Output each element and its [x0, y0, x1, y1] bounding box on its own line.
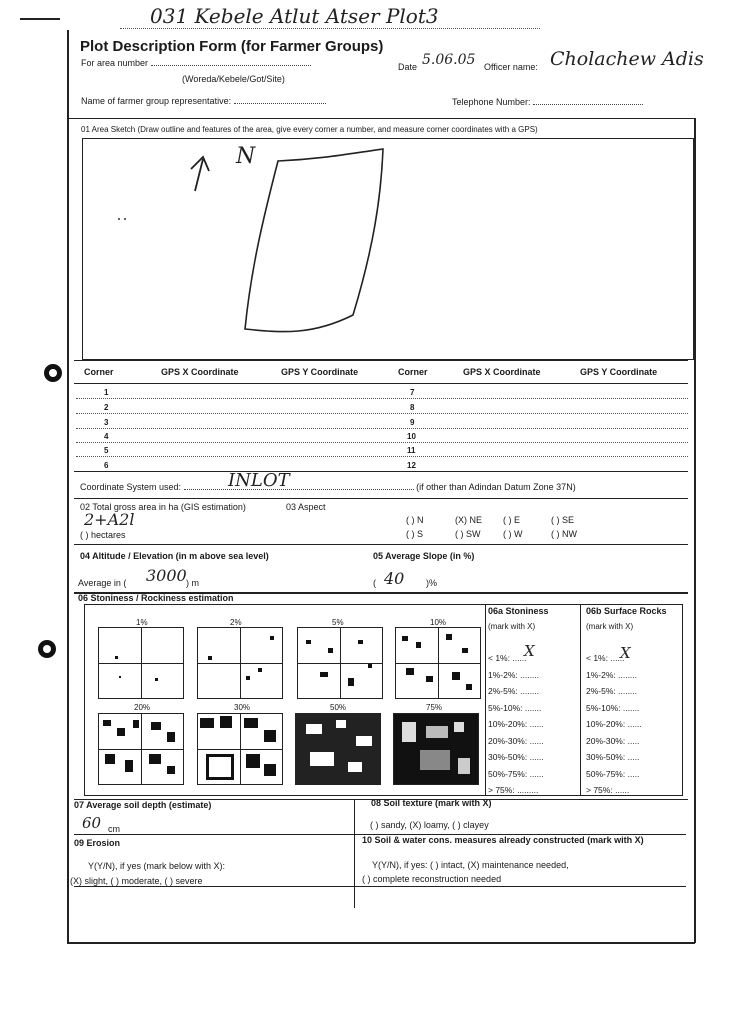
slope-value[interactable]: 40	[384, 569, 405, 588]
swc-yn[interactable]: Y(Y/N), if yes: ( ) intact, (X) maintenance needed,	[372, 860, 569, 870]
stone-illustration-20pct	[98, 713, 184, 785]
corner-cell: 12	[407, 461, 416, 470]
aspect-nw[interactable]: ( ) NW	[551, 529, 577, 539]
slope-open-paren: (	[373, 578, 376, 588]
swc-complete[interactable]: ( ) complete reconstruction needed	[362, 874, 502, 884]
th-corner-left: Corner	[84, 367, 114, 377]
date-value[interactable]: 5.06.05	[422, 52, 476, 68]
table-bottom-border	[74, 471, 688, 472]
slope-label: 05 Average Slope (in %)	[373, 551, 475, 561]
corner-cell: 3	[104, 418, 109, 427]
stone-illustration-30pct	[197, 713, 283, 785]
form-border-right	[694, 118, 696, 943]
stone-pct-label: 50%	[330, 703, 347, 712]
phone-field[interactable]	[533, 104, 643, 105]
th-gpsy-left: GPS Y Coordinate	[281, 367, 359, 377]
section-divider-top	[67, 118, 695, 119]
area-number-field[interactable]	[151, 65, 311, 66]
aspect-sw[interactable]: ( ) SW	[455, 529, 481, 539]
phone-row: Telephone Number:	[452, 97, 643, 107]
table-top-border	[74, 360, 688, 361]
list-item[interactable]: 2%-5%: ........	[586, 686, 638, 696]
stone-pct-label: 1%	[136, 618, 148, 627]
soil-depth-value[interactable]: 60	[82, 814, 102, 832]
corner-cell: 11	[407, 446, 416, 455]
altitude-value[interactable]: 3000	[146, 566, 187, 585]
table-header-border	[74, 383, 688, 384]
rep-row: Name of farmer group representative:	[81, 96, 326, 106]
stone-illustration-2pct	[197, 627, 283, 699]
stone-illustration-10pct	[395, 627, 481, 699]
stoniness-06a-sub: (mark with X)	[488, 622, 536, 631]
soil-depth-label: 07 Average soil depth (estimate)	[74, 800, 212, 810]
aspect-s[interactable]: ( ) S	[406, 529, 423, 539]
coord-value[interactable]: INLOT	[228, 470, 290, 491]
aspect-ne[interactable]: (X) NE	[455, 515, 482, 525]
list-item[interactable]: 10%-20%: ......	[488, 719, 544, 729]
hectares-label: ( ) hectares	[80, 530, 126, 540]
corner-cell: 5	[104, 446, 109, 455]
divider-02	[74, 498, 688, 499]
stoniness-06b-sub: (mark with X)	[586, 622, 634, 631]
form-border-left	[67, 30, 69, 942]
area-number-hint: (Woreda/Kebele/Got/Site)	[182, 74, 285, 84]
sketch-dot	[124, 218, 126, 220]
altitude-prefix: Average in (	[78, 578, 127, 588]
rep-field[interactable]	[234, 103, 326, 104]
plot-outline	[245, 149, 383, 332]
list-item[interactable]: > 75%: ......	[586, 785, 630, 795]
stone-illustration-1pct	[98, 627, 184, 699]
area-number-label: For area number	[81, 58, 311, 68]
list-item[interactable]: 2%-5%: ........	[488, 686, 540, 696]
corner-cell: 6	[104, 461, 109, 470]
stone-pct-label: 75%	[426, 703, 443, 712]
form-border-bottom	[67, 942, 695, 944]
erosion-yn[interactable]: Y(Y/N), if yes (mark below with X):	[88, 861, 226, 871]
swc-label: 10 Soil & water cons. measures already constructed (mark with X)	[362, 835, 644, 845]
list-item[interactable]: < 1%: ......	[586, 653, 625, 663]
sketch-north-label: N	[236, 144, 256, 169]
aspect-n[interactable]: ( ) N	[406, 515, 424, 525]
stone-pct-label: 30%	[234, 703, 251, 712]
binder-hole-bottom	[38, 640, 56, 658]
gross-value[interactable]: 2+A2l	[84, 510, 135, 529]
binder-hole-top	[44, 364, 62, 382]
list-item[interactable]: 20%-30%: ......	[488, 735, 544, 746]
corner-cell: 8	[410, 403, 415, 412]
list-item[interactable]: 30%-50%: ......	[488, 752, 544, 762]
altitude-suffix: ) m	[186, 578, 199, 588]
stone-pct-label: 10%	[430, 618, 447, 627]
soil-depth-unit: cm	[108, 824, 120, 834]
erosion-options[interactable]: (X) slight, ( ) moderate, ( ) severe	[70, 876, 203, 886]
stoniness-06b-list	[586, 650, 642, 799]
officer-value[interactable]: Cholachew Adis	[550, 48, 704, 70]
list-item[interactable]: 10%-20%: ......	[586, 719, 642, 729]
sketch-drawing	[83, 139, 693, 359]
corner-cell: 4	[104, 432, 109, 441]
list-item[interactable]: > 75%: .........	[488, 785, 539, 795]
aspect-label: 03 Aspect	[286, 502, 326, 512]
corner-cell: 9	[410, 418, 415, 427]
header-handwriting: 031 Kebele Atlut Atser Plot3	[150, 4, 439, 28]
stoniness-06a-title: 06a Stoniness	[488, 606, 549, 616]
divider-bottom	[74, 886, 686, 887]
stone-illustration-75pct	[393, 713, 479, 785]
corner-cell: 2	[104, 403, 109, 412]
table-row-line	[76, 398, 688, 399]
stoniness-label: 06 Stoniness / Rockiness estimation	[78, 593, 234, 603]
stone-pct-label: 2%	[230, 618, 242, 627]
th-gpsy-right: GPS Y Coordinate	[580, 367, 658, 377]
table-row-line	[76, 456, 688, 457]
list-item[interactable]: 20%-30%: .....	[586, 735, 640, 746]
stone-illustration-5pct	[297, 627, 383, 699]
sketch-dot	[118, 218, 120, 220]
list-item[interactable]: 5%-10%: .......	[586, 702, 640, 713]
th-gpsx-right: GPS X Coordinate	[463, 367, 541, 377]
aspect-se[interactable]: ( ) SE	[551, 515, 575, 525]
table-row-line	[76, 428, 688, 429]
divider-04	[74, 544, 688, 545]
list-item[interactable]: 1%-2%: ........	[586, 669, 638, 680]
th-corner-right: Corner	[398, 367, 428, 377]
table-row-line	[76, 413, 688, 414]
sketch-label: 01 Area Sketch (Draw outline and features of the area, give every corner a number, and measure corner coordinates with a GPS)	[81, 125, 538, 134]
stray-mark	[20, 18, 60, 20]
form-title: Plot Description Form (for Farmer Groups)	[80, 38, 384, 55]
stone-pct-label: 20%	[134, 703, 151, 712]
list-item[interactable]: < 1%: ......	[488, 653, 527, 663]
list-item[interactable]: 30%-50%: .....	[586, 752, 640, 762]
table-row-line	[76, 442, 688, 443]
list-item[interactable]: 50%-75%: .....	[586, 768, 640, 779]
gross-label: 02 Total gross area in ha (GIS estimation)	[80, 502, 246, 512]
stoniness-06a-mark[interactable]: X	[524, 642, 535, 660]
corner-cell: 7	[410, 388, 415, 397]
stoniness-06b-mark[interactable]: X	[620, 644, 631, 662]
list-item[interactable]: 50%-75%: ......	[488, 768, 544, 779]
coord-row: Coordinate System used: (if other than Adindan Datum Zone 37N)	[80, 482, 576, 492]
column-divider	[354, 800, 355, 908]
officer-label: Officer name:	[484, 62, 538, 72]
corner-cell: 10	[407, 432, 416, 441]
erosion-label: 09 Erosion	[74, 838, 121, 848]
list-item[interactable]: 1%-2%: ........	[488, 669, 540, 680]
texture-options[interactable]: ( ) sandy, (X) loamy, ( ) clayey	[370, 820, 489, 830]
corner-cell: 1	[104, 388, 109, 397]
aspect-e[interactable]: ( ) E	[503, 515, 520, 525]
stoniness-06a-list	[488, 650, 544, 799]
stone-illustration-50pct	[295, 713, 381, 785]
aspect-w[interactable]: ( ) W	[503, 529, 523, 539]
stone-pct-label: 5%	[332, 618, 344, 627]
altitude-label: 04 Altitude / Elevation (in m above sea level)	[80, 551, 269, 561]
sketch-area[interactable]	[82, 138, 694, 360]
texture-label: 08 Soil texture (mark with X)	[371, 798, 492, 808]
list-item[interactable]: 5%-10%: .......	[488, 702, 542, 713]
coord-field[interactable]	[184, 489, 414, 490]
th-gpsx-left: GPS X Coordinate	[161, 367, 239, 377]
slope-suffix: )%	[426, 578, 437, 588]
date-label: Date	[398, 62, 418, 72]
stoniness-06b-title: 06b Surface Rocks	[586, 606, 667, 616]
header-dotted-line	[120, 28, 540, 30]
